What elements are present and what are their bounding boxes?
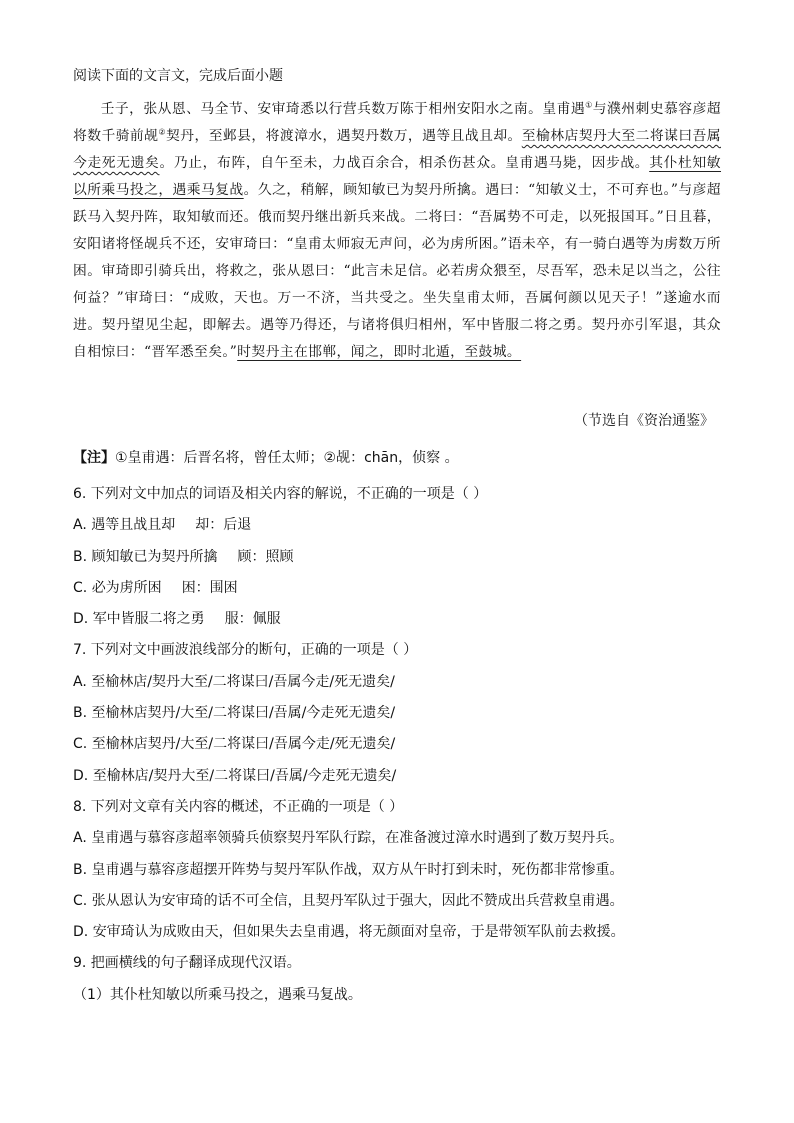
option-text: 顾知敏已为契丹所擒 xyxy=(91,548,218,565)
option-letter: C. xyxy=(73,736,88,753)
footnote-marker: ① xyxy=(585,100,593,110)
option-explanation: 服：佩服 xyxy=(224,611,281,628)
option-explanation: 困：围困 xyxy=(181,579,238,596)
question-stem: 6. 下列对文中加点的词语及相关内容的解说，不正确的一项是（ ） xyxy=(73,486,488,502)
option-text: 安审琦认为成败由天，但如果失去皇甫遇，将无颜面对皇帝，于是带领军队前去救援。 xyxy=(92,924,625,941)
annotation-note xyxy=(73,447,459,467)
option-item[interactable] xyxy=(73,860,733,891)
option-text: 皇甫遇与慕容彦超摆开阵势与契丹军队作战，双方从午时打到未时，死伤都非常惨重。 xyxy=(91,861,624,878)
item-text: 其仆杜知敏以所乘马投之，遇乘马复战。 xyxy=(109,986,362,1003)
passage-text: 契丹，至邺县，将渡漳水，遇契丹数万，遇等且战且却。 xyxy=(166,128,522,144)
option-item[interactable] xyxy=(73,609,733,640)
option-text: 至榆林店/契丹大至/二将谋曰/吾属今走/死无遗矣/ xyxy=(91,673,395,690)
option-item[interactable] xyxy=(73,672,733,703)
passage-text: 壬子，张从恩、马全节、安审琦悉以行营兵数万陈于相州安阳水之南。皇甫遇 xyxy=(100,101,586,117)
option-letter: D. xyxy=(73,611,89,628)
reading-instruction: 阅读下面的文言文，完成后面小题 xyxy=(73,68,283,84)
option-text: 至榆林店契丹/大至/二将谋曰/吾属/今走死无遗矣/ xyxy=(91,705,396,722)
option-letter: C. xyxy=(73,892,88,909)
passage-text: 。乃止，布阵，自午至未，力战百余合，相杀伤甚众。皇甫遇马毙，因步战。 xyxy=(159,155,650,171)
option-letter: A. xyxy=(73,830,87,847)
option-item[interactable] xyxy=(73,922,733,953)
question-list xyxy=(73,484,733,1016)
option-item[interactable] xyxy=(73,547,733,578)
underlined-sentence: 时契丹主在邯郸，闻之，即时北遁，至鼓城。 xyxy=(237,344,522,360)
option-explanation: 却：后退 xyxy=(195,517,252,534)
item-number: （1） xyxy=(73,986,110,1003)
option-letter: C. xyxy=(73,579,88,596)
option-text: 军中皆服二将之勇 xyxy=(92,611,205,628)
option-letter: A. xyxy=(73,673,87,690)
question-stem: 8. 下列对文章有关内容的概述，不正确的一项是（ ） xyxy=(73,798,404,815)
option-letter: B. xyxy=(73,705,88,722)
passage-paragraph xyxy=(73,96,721,366)
option-text: 张从恩认为安审琦的话不可全信，且契丹军队过于强大，因此不赞成出兵营救皇甫遇。 xyxy=(91,892,624,909)
option-letter: D. xyxy=(73,767,89,784)
option-item[interactable] xyxy=(73,734,733,765)
option-text: 遇等且战且却 xyxy=(91,517,176,534)
option-letter: D. xyxy=(73,924,89,941)
source-citation: （节选自《资治通鉴》 xyxy=(574,413,714,429)
option-letter: A. xyxy=(73,517,87,534)
option-item[interactable] xyxy=(73,891,733,922)
option-text: 皇甫遇与慕容彦超率领骑兵侦察契丹军队行踪，在准备渡过漳水时遇到了数万契丹兵。 xyxy=(91,830,624,847)
wavy-underlined-sentence: 至榆林店契丹大至二将谋曰吾属今走死无遗矣 xyxy=(73,128,721,171)
passage-text: 与濮州刺史慕容彦超将数千骑前觇 xyxy=(73,101,721,144)
option-letter: B. xyxy=(73,548,88,565)
classical-passage xyxy=(73,96,721,366)
underlined-sentence: 其仆杜知敏以所乘马投之，遇乘马复战 xyxy=(73,155,722,198)
option-item[interactable] xyxy=(73,703,733,734)
translation-item xyxy=(73,985,733,1016)
note-label: 【注】 xyxy=(73,450,115,466)
option-item[interactable] xyxy=(73,578,733,609)
passage-text: 。久之，稍解，顾知敏已为契丹所擒。遇曰：“知敏义士，不可弃也。”与彦超跃马入契丹阵，取知敏而还。俄而契丹继出新兵来战。二将曰：“吾属势不可走，以死报国耳。”日且暮，安阳诸将怪觇兵不还，安审琦曰：“皇甫太师寂无声问，必为虏所困。”语未卒，有一骑白遇等为虏数万所困。审琦即引骑兵出，将救之，张从恩曰：“此言未足信。必若虏众猥至，尽吾军，恐未足以当之，公往何益？”审琦曰：“成败，天也。万一不济，当共受之。坐失皇甫太师，吾属何颜以见天子！”遂逾水而进。契丹望见尘起，即解去。遇等乃得还，与诸将俱归相州，军中皆服二将之勇。契丹亦引军退，其众自相惊曰：“晋军悉至矣。” xyxy=(73,182,721,360)
question-stem: 9. 把画横线的句子翻译成现代汉语。 xyxy=(73,955,301,972)
question-stem: 7. 下列对文中画波浪线部分的断句，正确的一项是（ ） xyxy=(73,642,418,659)
note-text: ①皇甫遇：后晋名将，曾任太师；②觇：chān，侦察 。 xyxy=(115,450,459,466)
option-item[interactable] xyxy=(73,828,733,859)
option-text: 至榆林店契丹/大至/二将谋曰/吾属今走/死无遗矣/ xyxy=(91,736,396,753)
option-letter: B. xyxy=(73,861,88,878)
option-item[interactable] xyxy=(73,766,733,797)
option-text: 至榆林店/契丹大至/二将谋曰/吾属/今走死无遗矣/ xyxy=(92,767,397,784)
option-item[interactable] xyxy=(73,515,733,546)
footnote-marker: ② xyxy=(158,127,166,137)
option-text: 必为虏所困 xyxy=(91,579,162,596)
option-explanation: 顾：照顾 xyxy=(237,548,294,565)
